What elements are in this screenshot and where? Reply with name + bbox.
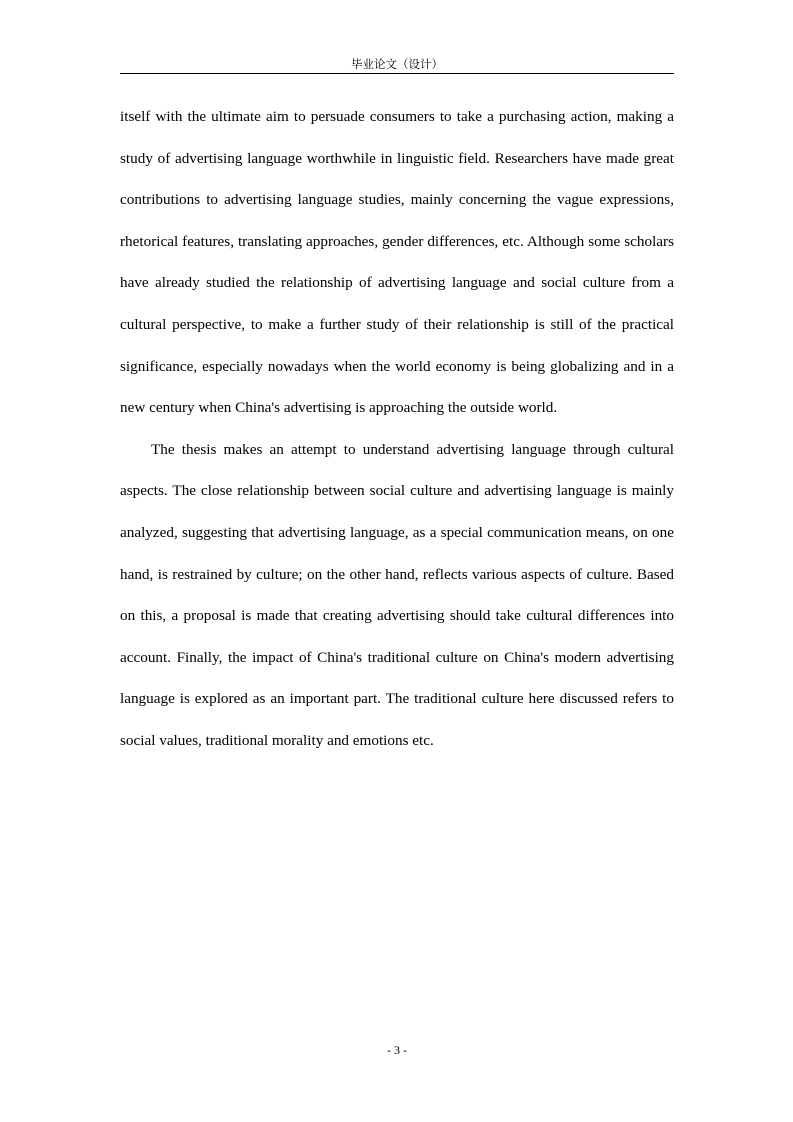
header-divider — [120, 73, 674, 74]
paragraph-continuation: itself with the ultimate aim to persuade consumers to take a purchasing action, making a study of advertising language worthwhile in linguistic field. Researchers have made great contributions to advertising language studies, mainly concerning the vague expressions, rhetorical features, translating approaches, gender differences, etc. Although some scholars have already studied the relationship of advertising language and social culture from a cultural perspective, to make a further study of their relationship is still of the practical significance, especially nowadays when the world economy is being globalizing and in a new century when China's advertising is approaching the outside world. — [120, 108, 674, 417]
paragraph-thesis-aim: The thesis makes an attempt to understand advertising language through cultural aspects. The close relationship between social culture and advertising language is mainly analyzed, suggesting that advertising language, as a special communication means, on one hand, is restrained by culture; on the other hand, reflects various aspects of culture. Based on this, a proposal is made that creating advertising should take cultural differences into account. Finally, the impact of China's traditional culture on China's modern advertising language is explored as an important part. The traditional culture here discussed refers to social values, traditional morality and emotions etc. — [120, 440, 674, 749]
page-number: - 3 - — [387, 1043, 407, 1057]
page-header: 毕业论文（设计） — [351, 57, 443, 71]
body-text — [120, 96, 674, 762]
